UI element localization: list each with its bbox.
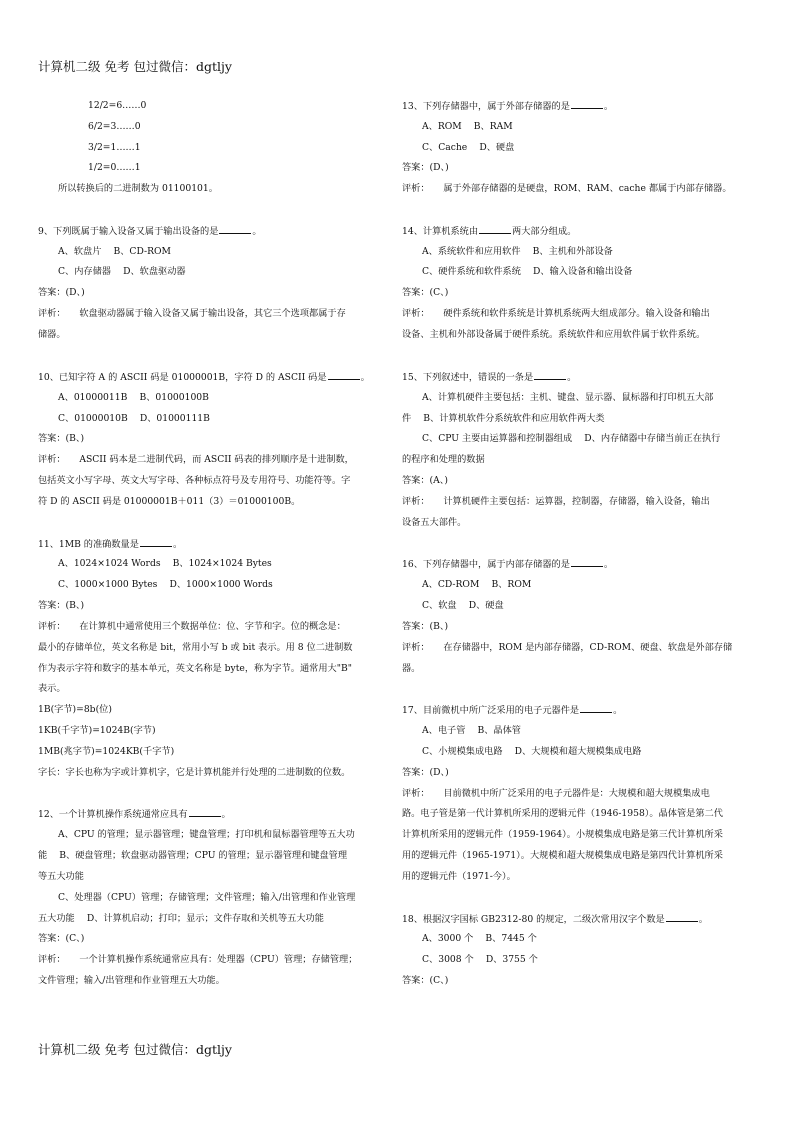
- question-14-answer: 答案：(C、): [402, 287, 449, 298]
- question-16-explanation: 评析： 在存储器中，ROM 是内部存储器，CD-ROM、硬盘、软盘是外部存储: [402, 642, 733, 653]
- word-length-note: 字长：字长也称为字或计算机字，它是计算机能并行处理的二进制数的位数。: [38, 767, 351, 778]
- question-12-option-b: 能 B、硬盘管理；软盘驱动器管理；CPU 的管理；显示器管理和键盘管理: [38, 850, 348, 861]
- calc-conclusion: 所以转换后的二进制数为 01100101。: [58, 183, 218, 194]
- question-13-options-cd: C、Cache D、硬盘: [422, 142, 515, 153]
- question-15-answer: 答案：(A、): [402, 475, 448, 486]
- question-text-end: 两大部分组成。: [512, 226, 577, 237]
- question-text-end: 。: [603, 101, 614, 112]
- question-12-option-a: A、CPU 的管理；显示器管理；键盘管理；打印机和鼠标器管理等五大功: [58, 829, 355, 840]
- unit-formula: 1KB(千字节)=1024B(字节): [38, 725, 156, 736]
- question-15-option-a: A、计算机硬件主要包括：主机、键盘、显示器、鼠标器和打印机五大部: [422, 392, 714, 403]
- unit-formula: 1B(字节)=8b(位): [38, 704, 112, 715]
- question-11-explanation: 表示。: [38, 683, 66, 694]
- question-15: [402, 370, 576, 385]
- answer-blank: [534, 370, 566, 380]
- question-text: 13、下列存储器中，属于外部存储器的是: [402, 101, 570, 112]
- question-text-end: 。: [567, 372, 577, 383]
- question-text-end: 。: [360, 372, 370, 383]
- question-9-options-ab: A、软盘片 B、CD-ROM: [58, 246, 171, 257]
- question-17-explanation: 路。电子管是第一代计算机所采用的逻辑元件（1946-1958）。晶体管是第二代: [402, 808, 723, 819]
- question-18-options-ab: A、3000 个 B、7445 个: [422, 933, 537, 944]
- question-17-explanation: 计算机所采用的逻辑元件（1959-1964）。小规模集成电路是第三代计算机所采: [402, 829, 723, 840]
- question-13-explanation: 评析： 属于外部存储器的是硬盘，ROM、RAM、cache 都属于内部存储器。: [402, 183, 732, 194]
- question-14-options-cd: C、硬件系统和软件系统 D、输入设备和输出设备: [422, 266, 633, 277]
- question-10-explanation: 符 D 的 ASCII 码是 01000001B＋011（3）＝01000100B。: [38, 496, 301, 507]
- question-text-end: 。: [698, 914, 708, 925]
- calc-line: 3/2=1……1: [88, 142, 141, 153]
- question-18: [402, 912, 708, 927]
- question-11-options-cd: C、1000×1000 Bytes D、1000×1000 Words: [58, 579, 273, 590]
- question-15-option-d: 的程序和处理的数据: [402, 454, 485, 465]
- question-9-explanation: 评析： 软盘驱动器属于输入设备又属于输出设备，其它三个选项都属于存: [38, 308, 346, 319]
- question-9: [38, 224, 262, 239]
- calc-line: 6/2=3……0: [88, 121, 141, 132]
- question-10-options-ab: A、01000011B B、01000100B: [58, 392, 209, 403]
- question-10-explanation: 评析： ASCII 码本是二进制代码，而 ASCII 码表的排列顺序是十进制数，: [38, 454, 354, 465]
- answer-blank: [189, 807, 221, 817]
- question-12-option-b: 等五大功能: [38, 871, 84, 882]
- page-header: 计算机二级 免考 包过微信：dgtljy: [38, 59, 232, 74]
- question-text: 15、下列叙述中，错误的一条是: [402, 372, 534, 383]
- question-text: 17、目前微机中所广泛采用的电子元器件是: [402, 705, 580, 716]
- question-16-options-ab: A、CD-ROM B、ROM: [422, 579, 532, 590]
- calc-line: 1/2=0……1: [88, 162, 141, 173]
- answer-blank: [571, 99, 603, 109]
- question-10-options-cd: C、01000010B D、01000111B: [58, 413, 210, 424]
- question-14: [402, 224, 576, 239]
- question-10-answer: 答案：(B、): [38, 433, 85, 444]
- question-17: [402, 703, 622, 718]
- question-12-explanation: 文件管理；输入/出管理和作业管理五大功能。: [38, 975, 225, 986]
- question-13-options-ab: A、ROM B、RAM: [422, 121, 513, 132]
- question-12: [38, 807, 231, 822]
- question-17-explanation: 用的逻辑元件（1965-1971）。大规模和超大规模集成电路是第四代计算机所采: [402, 850, 723, 861]
- calc-line: 12/2=6……0: [88, 100, 147, 111]
- question-text: 18、根据汉字国标 GB2312-80 的规定，二级次常用汉字个数是: [402, 914, 665, 925]
- answer-blank: [666, 912, 698, 922]
- answer-blank: [140, 537, 172, 547]
- question-10: [38, 370, 370, 385]
- question-text: 14、计算机系统由: [402, 226, 479, 237]
- question-10-explanation: 包括英文小写字母、英文大写字母、各种标点符号及专用符号、功能符等。字: [38, 475, 351, 486]
- question-16-options-cd: C、软盘 D、硬盘: [422, 600, 504, 611]
- question-text: 9、下列既属于输入设备又属于输出设备的是: [38, 226, 219, 237]
- question-text-end: 。: [613, 705, 623, 716]
- question-13: [402, 99, 613, 114]
- question-text: 11、1MB 的准确数量是: [38, 539, 139, 550]
- question-17-explanation: 用的逻辑元件（1971-今）。: [402, 871, 516, 882]
- question-17-explanation: 评析： 目前微机中所广泛采用的电子元器件是：大规模和超大规模集成电: [402, 788, 710, 799]
- question-11-explanation: 作为表示字符和数字的基本单元，英文名称是 byte，称为字节。通常用大"B": [38, 663, 352, 674]
- question-text-end: 。: [221, 809, 231, 820]
- question-9-answer: 答案：(D、): [38, 287, 85, 298]
- page-footer: 计算机二级 免考 包过微信：dgtljy: [38, 1042, 232, 1057]
- question-11-explanation: 最小的存储单位，英文名称是 bit，常用小写 b 或 bit 表示。用 8 位二进制数: [38, 642, 353, 653]
- question-12-explanation: 评析： 一个计算机操作系统通常应具有：处理器（CPU）管理；存储管理；: [38, 954, 358, 965]
- question-11-answer: 答案：(B、): [38, 600, 85, 611]
- question-9-options-cd: C、内存储器 D、软盘驱动器: [58, 266, 186, 277]
- question-17-answer: 答案：(D、): [402, 767, 449, 778]
- unit-formula: 1MB(兆字节)=1024KB(千字节): [38, 746, 175, 757]
- question-15-explanation: 设备五大部件。: [402, 517, 467, 528]
- question-12-answer: 答案：(C、): [38, 933, 85, 944]
- question-16-answer: 答案：(B、): [402, 621, 449, 632]
- question-text-end: 。: [603, 559, 614, 570]
- question-11: [38, 537, 182, 552]
- question-16-explanation: 器。: [402, 663, 421, 674]
- question-9-explanation: 储器。: [38, 329, 66, 340]
- question-16: [402, 557, 613, 572]
- question-17-options-ab: A、电子管 B、晶体管: [422, 725, 521, 736]
- question-11-explanation: 评析： 在计算机中通常使用三个数据单位：位、字节和字。位的概念是：: [38, 621, 346, 632]
- answer-blank: [479, 224, 511, 234]
- question-14-options-ab: A、系统软件和应用软件 B、主机和外部设备: [422, 246, 613, 257]
- question-14-explanation: 设备、主机和外部设备属于硬件系统。系统软件和应用软件属于软件系统。: [402, 329, 706, 340]
- answer-blank: [219, 224, 251, 234]
- question-text: 10、已知字符 A 的 ASCII 码是 01000001B，字符 D 的 ASCII 码是: [38, 372, 327, 383]
- question-14-explanation: 评析： 硬件系统和软件系统是计算机系统两大组成部分。输入设备和输出: [402, 308, 710, 319]
- question-text-end: 。: [172, 539, 183, 550]
- question-12-option-d: 五大功能 D、计算机启动；打印；显示；文件存取和关机等五大功能: [38, 913, 324, 924]
- question-15-explanation: 评析： 计算机硬件主要包括：运算器，控制器，存储器，输入设备，输出: [402, 496, 710, 507]
- question-11-options-ab: A、1024×1024 Words B、1024×1024 Bytes: [58, 558, 272, 569]
- question-15-option-cd: C、CPU 主要由运算器和控制器组成 D、内存储器中存储当前正在执行: [422, 433, 721, 444]
- question-15-option-b: 件 B、计算机软件分系统软件和应用软件两大类: [402, 413, 605, 424]
- question-18-options-cd: C、3008 个 D、3755 个: [422, 954, 538, 965]
- question-13-answer: 答案：(D、): [402, 162, 449, 173]
- question-18-answer: 答案：(C、): [402, 975, 449, 986]
- question-text: 16、下列存储器中，属于内部存储器的是: [402, 559, 570, 570]
- answer-blank: [571, 557, 603, 567]
- question-text: 12、一个计算机操作系统通常应具有: [38, 809, 188, 820]
- question-12-option-c: C、处理器（CPU）管理；存储管理；文件管理；输入/出管理和作业管理: [58, 892, 356, 903]
- question-17-options-cd: C、小规模集成电路 D、大规模和超大规模集成电路: [422, 746, 642, 757]
- answer-blank: [328, 370, 360, 380]
- question-text-end: 。: [252, 226, 262, 237]
- answer-blank: [580, 703, 612, 713]
